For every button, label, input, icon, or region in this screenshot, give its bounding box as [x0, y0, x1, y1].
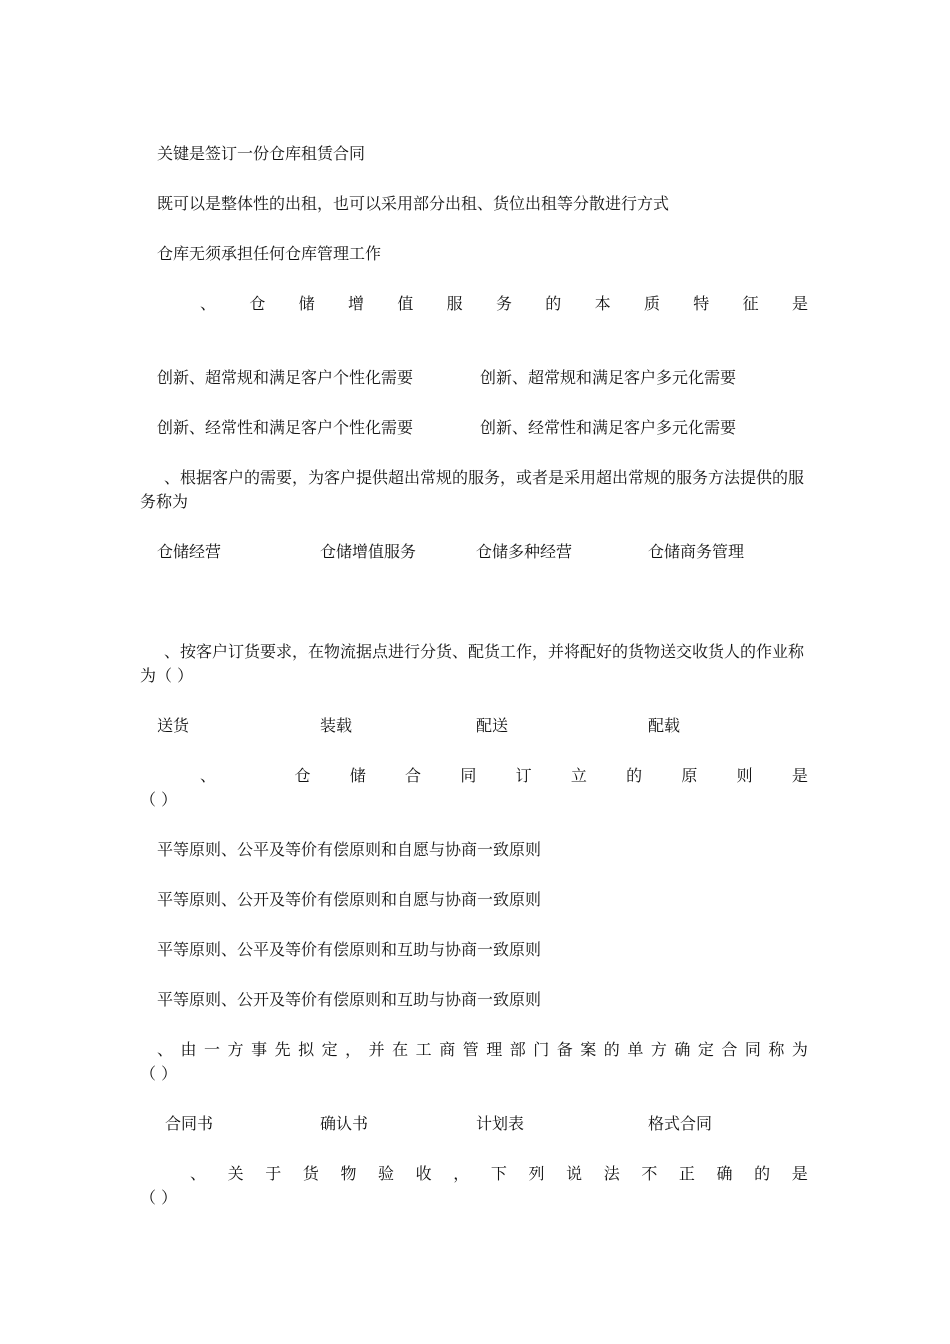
option-item: 仓储多种经营	[476, 542, 573, 561]
option-item: 格式合同	[648, 1114, 713, 1133]
text-line: 仓库无须承担任何仓库管理工作	[157, 244, 382, 263]
question-char: 服	[446, 294, 463, 313]
answer-parentheses: （ ）	[140, 1188, 178, 1207]
option-item: 仓储商务管理	[648, 542, 745, 561]
question-char: 仓	[249, 294, 266, 313]
question-inspection: 、 关 于 货 物 验 收 ， 下 列 说 法 不 正 确 的 是	[190, 1164, 808, 1183]
question-char: 原	[681, 766, 698, 785]
question-char: 立	[570, 766, 587, 785]
option-item: 平等原则、公开及等价有偿原则和自愿与协商一致原则	[157, 890, 542, 909]
question-char: 、	[200, 766, 217, 785]
text-line: 关键是签订一份仓库租赁合同	[157, 144, 366, 163]
question-char: 值	[397, 294, 414, 313]
question-value-added	[200, 293, 808, 315]
option-item: 平等原则、公平及等价有偿原则和互助与协商一致原则	[157, 940, 542, 959]
option-item: 创新、超常规和满足客户个性化需要	[157, 368, 414, 387]
question-char: 储	[298, 294, 315, 313]
question-char: 是	[791, 294, 808, 313]
question-char: 特	[693, 294, 710, 313]
option-item: 平等原则、公平及等价有偿原则和自愿与协商一致原则	[157, 840, 542, 859]
question-delivery: 、按客户订货要求，在物流据点进行分货、配货工作，并将配好的货物送交收货人的作业称为（ ）	[140, 642, 805, 685]
question-contract: 、 由 一 方 事 先 拟 定 ， 并 在 工 商 管 理 部 门 备 案 的 单 方 确 定 合 同 称 为	[157, 1040, 808, 1059]
option-item: 仓储经营	[157, 542, 222, 561]
option-item: 送货	[157, 716, 190, 735]
answer-parentheses: （ ）	[140, 790, 178, 809]
question-char: 仓	[294, 766, 311, 785]
question-char: 增	[347, 294, 364, 313]
option-item: 确认书	[320, 1114, 369, 1133]
option-item: 仓储增值服务	[320, 542, 417, 561]
question-char: 合	[405, 766, 422, 785]
question-char: 是	[791, 766, 808, 785]
option-item: 装载	[320, 716, 353, 735]
text-line: 既可以是整体性的出租，也可以采用部分出租、货位出租等分散进行方式	[157, 194, 670, 213]
question-char: 则	[736, 766, 753, 785]
question-char: 本	[594, 294, 611, 313]
question-char: 、	[200, 294, 217, 313]
question-service: 、根据客户的需要，为客户提供超出常规的服务，或者是采用超出常规的服务方法提供的服务称为	[140, 468, 805, 511]
question-char: 订	[515, 766, 532, 785]
question-char: 质	[643, 294, 660, 313]
option-item: 合同书	[165, 1114, 214, 1133]
question-principle	[200, 765, 808, 787]
option-item: 配送	[476, 716, 509, 735]
question-char: 同	[460, 766, 477, 785]
question-char: 储	[349, 766, 366, 785]
option-item: 创新、经常性和满足客户个性化需要	[157, 418, 414, 437]
question-char: 征	[742, 294, 759, 313]
option-item: 创新、经常性和满足客户多元化需要	[480, 418, 737, 437]
question-char: 的	[545, 294, 562, 313]
option-item: 配载	[648, 716, 681, 735]
answer-parentheses: （ ）	[140, 1064, 178, 1083]
option-item: 创新、超常规和满足客户多元化需要	[480, 368, 737, 387]
option-item: 计划表	[476, 1114, 525, 1133]
question-char: 务	[495, 294, 512, 313]
question-char: 的	[626, 766, 643, 785]
option-item: 平等原则、公开及等价有偿原则和互助与协商一致原则	[157, 990, 542, 1009]
